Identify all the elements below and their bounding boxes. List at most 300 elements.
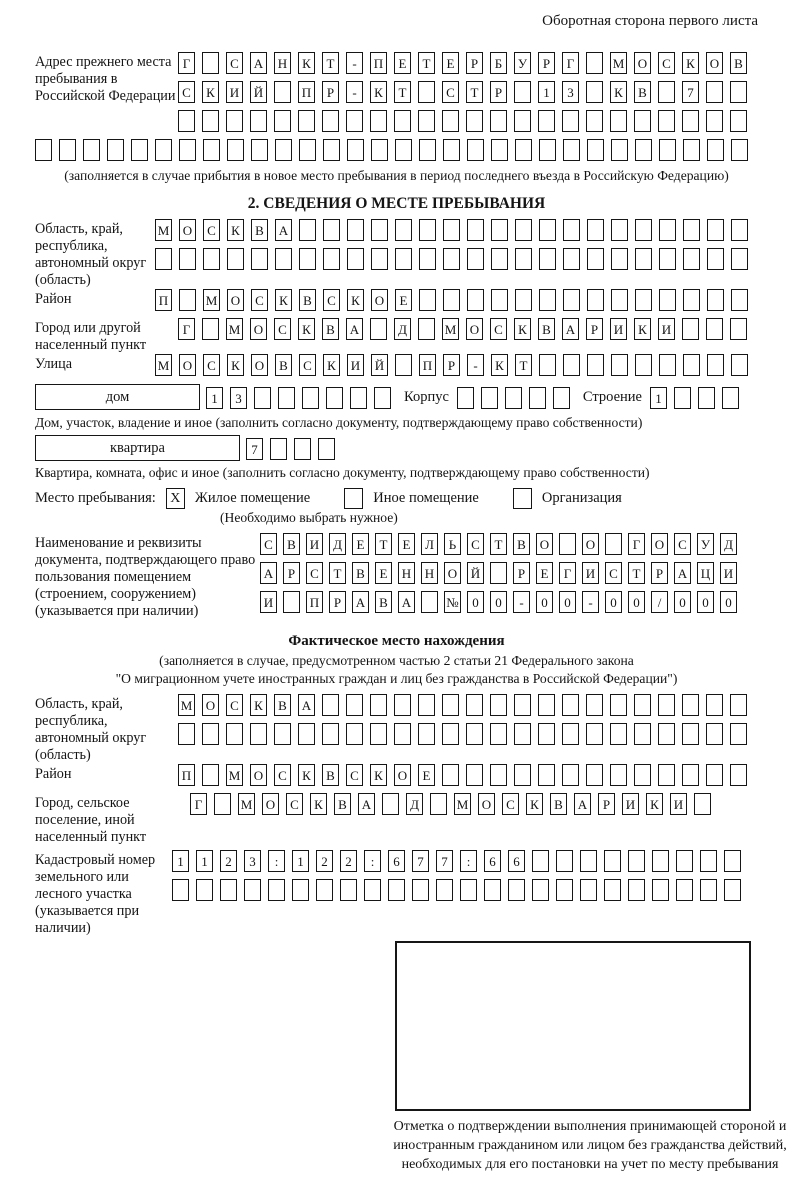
- form-cell: 7: [246, 438, 263, 460]
- apartment-row: [35, 435, 758, 461]
- form-cell: С: [203, 219, 220, 241]
- form-cell: С: [178, 81, 195, 103]
- prev-address-caption: (заполняется в случае прибытия в новое место пребывания в период последнего въезда в Российскую Федерацию): [64, 168, 729, 183]
- form-cell: С: [674, 533, 691, 555]
- form-cell: -: [582, 591, 599, 613]
- form-cell: К: [370, 764, 387, 786]
- form-cell: [634, 110, 651, 132]
- form-cell: [443, 219, 460, 241]
- form-cell: [467, 289, 484, 311]
- form-cell: С: [346, 764, 363, 786]
- form-cell: 1: [292, 850, 309, 872]
- form-cell: [539, 289, 556, 311]
- section2-region-label: Область, край, республика, автономный округ (область): [35, 221, 147, 288]
- form-cell: 0: [559, 591, 576, 613]
- form-cell: [59, 139, 76, 161]
- form-cell: [283, 591, 300, 613]
- form-cell: [587, 219, 604, 241]
- form-cell: М: [155, 219, 172, 241]
- form-cell: О: [371, 289, 388, 311]
- form-cell: А: [275, 219, 292, 241]
- form-cell: [514, 81, 531, 103]
- prev-address-row-3: [178, 110, 754, 132]
- form-cell: [700, 850, 717, 872]
- stay-type-label: Место пребывания:: [35, 490, 156, 506]
- form-cell: [683, 354, 700, 376]
- actual-region-row-2: [178, 723, 754, 745]
- form-cell: 7: [412, 850, 429, 872]
- form-cell: К: [227, 354, 244, 376]
- form-cell: Й: [250, 81, 267, 103]
- form-cell: [35, 139, 52, 161]
- form-cell: [539, 354, 556, 376]
- form-cell: [419, 248, 436, 270]
- stay-type-row: [35, 488, 758, 509]
- form-cell: Н: [274, 52, 291, 74]
- form-cell: [466, 694, 483, 716]
- form-cell: 0: [674, 591, 691, 613]
- form-cell: [299, 219, 316, 241]
- form-cell: В: [251, 219, 268, 241]
- form-cell: [508, 879, 525, 901]
- form-cell: [682, 723, 699, 745]
- form-cell: [658, 764, 675, 786]
- form-cell: [563, 219, 580, 241]
- korpus-label: Корпус: [404, 388, 449, 405]
- form-cell: [731, 248, 748, 270]
- form-cell: [292, 879, 309, 901]
- form-cell: [676, 850, 693, 872]
- form-cell: [706, 694, 723, 716]
- form-cell: [539, 248, 556, 270]
- form-cell: [634, 764, 651, 786]
- form-cell: 1: [172, 850, 189, 872]
- form-cell: [371, 139, 388, 161]
- form-cell: [226, 110, 243, 132]
- form-cell: [635, 248, 652, 270]
- form-cell: [442, 110, 459, 132]
- form-cell: [220, 879, 237, 901]
- form-cell: [244, 879, 261, 901]
- form-cell: [430, 793, 447, 815]
- form-cell: 1: [650, 387, 667, 409]
- form-cell: [202, 52, 219, 74]
- form-cell: [730, 318, 747, 340]
- form-cell: Е: [442, 52, 459, 74]
- form-cell: [299, 139, 316, 161]
- form-cell: К: [370, 81, 387, 103]
- form-cell: [318, 438, 335, 460]
- form-cell: [374, 387, 391, 409]
- form-cell: Р: [651, 562, 668, 584]
- form-cell: [698, 387, 715, 409]
- form-cell: [604, 850, 621, 872]
- form-cell: М: [226, 318, 243, 340]
- form-cell: [302, 387, 319, 409]
- form-cell: [659, 139, 676, 161]
- form-cell: К: [298, 52, 315, 74]
- form-cell: П: [178, 764, 195, 786]
- form-cell: [532, 850, 549, 872]
- cadastral-cells: [172, 850, 748, 901]
- form-cell: [611, 139, 628, 161]
- form-cell: [481, 387, 498, 409]
- form-cell: 0: [605, 591, 622, 613]
- form-cell: [658, 694, 675, 716]
- form-cell: 7: [682, 81, 699, 103]
- form-cell: [491, 219, 508, 241]
- form-cell: Т: [628, 562, 645, 584]
- form-cell: И: [720, 562, 737, 584]
- form-cell: [443, 139, 460, 161]
- prev-address-row-2: [178, 81, 754, 103]
- form-cell: -: [467, 354, 484, 376]
- form-cell: [731, 289, 748, 311]
- form-cell: [326, 387, 343, 409]
- form-cell: [370, 318, 387, 340]
- form-cell: [707, 248, 724, 270]
- form-cell: 3: [562, 81, 579, 103]
- form-cell: В: [275, 354, 292, 376]
- form-cell: О: [706, 52, 723, 74]
- form-cell: [514, 764, 531, 786]
- form-cell: Т: [329, 562, 346, 584]
- form-cell: [274, 110, 291, 132]
- form-cell: О: [179, 219, 196, 241]
- form-cell: В: [322, 318, 339, 340]
- section2-district-row: [155, 289, 755, 311]
- form-cell: [562, 723, 579, 745]
- cadastral-row-1: [172, 850, 748, 872]
- form-cell: Е: [536, 562, 553, 584]
- form-cell: [466, 110, 483, 132]
- form-cell: [683, 139, 700, 161]
- form-cell: [605, 533, 622, 555]
- form-cell: [227, 248, 244, 270]
- form-cell: 7: [436, 850, 453, 872]
- form-cell: [350, 387, 367, 409]
- form-cell: [490, 562, 507, 584]
- form-cell: :: [460, 850, 477, 872]
- section2-region-row-1: [155, 219, 755, 241]
- form-cell: О: [466, 318, 483, 340]
- form-cell: [442, 764, 459, 786]
- form-cell: [251, 248, 268, 270]
- form-cell: [346, 110, 363, 132]
- form-cell: [580, 850, 597, 872]
- form-cell: П: [370, 52, 387, 74]
- document-block: [35, 533, 758, 620]
- form-cell: [706, 110, 723, 132]
- form-cell: [563, 139, 580, 161]
- form-cell: [539, 219, 556, 241]
- form-cell: [436, 879, 453, 901]
- form-cell: П: [419, 354, 436, 376]
- form-cell: [418, 318, 435, 340]
- form-cell: С: [306, 562, 323, 584]
- stroenie-cells: [650, 387, 746, 409]
- form-cell: 2: [220, 850, 237, 872]
- form-cell: [587, 289, 604, 311]
- form-cell: [270, 438, 287, 460]
- form-cell: 2: [316, 850, 333, 872]
- form-cell: К: [514, 318, 531, 340]
- form-cell: [178, 723, 195, 745]
- form-cell: [491, 139, 508, 161]
- form-cell: Д: [406, 793, 423, 815]
- form-cell: [172, 879, 189, 901]
- form-cell: М: [442, 318, 459, 340]
- document-cells: [260, 533, 743, 613]
- form-cell: 3: [244, 850, 261, 872]
- document-row-3: [260, 591, 743, 613]
- form-cell: [226, 723, 243, 745]
- form-cell: [514, 723, 531, 745]
- form-cell: Р: [598, 793, 615, 815]
- form-cell: [538, 764, 555, 786]
- form-cell: [395, 354, 412, 376]
- form-cell: А: [562, 318, 579, 340]
- form-cell: [556, 879, 573, 901]
- form-cell: В: [283, 533, 300, 555]
- actual-location-title: Фактическое место нахождения: [288, 633, 505, 649]
- form-cell: И: [670, 793, 687, 815]
- form-cell: [659, 219, 676, 241]
- form-cell: О: [202, 694, 219, 716]
- form-cell: [674, 387, 691, 409]
- form-cell: П: [298, 81, 315, 103]
- confirmation-stamp-box: [395, 941, 751, 1111]
- form-cell: [586, 81, 603, 103]
- form-cell: [562, 110, 579, 132]
- form-cell: С: [442, 81, 459, 103]
- form-cell: Г: [559, 562, 576, 584]
- form-cell: Е: [375, 562, 392, 584]
- form-cell: [316, 879, 333, 901]
- form-cell: С: [299, 354, 316, 376]
- form-cell: [419, 219, 436, 241]
- form-cell: [155, 139, 172, 161]
- prev-address-cells: [178, 52, 754, 132]
- form-cell: К: [682, 52, 699, 74]
- form-cell: [658, 723, 675, 745]
- form-cell: [490, 694, 507, 716]
- form-cell: [658, 81, 675, 103]
- form-cell: К: [275, 289, 292, 311]
- form-cell: 1: [206, 387, 223, 409]
- form-cell: 0: [536, 591, 553, 613]
- form-cell: [730, 723, 747, 745]
- form-cell: [538, 723, 555, 745]
- form-cell: [611, 219, 628, 241]
- form-cell: К: [347, 289, 364, 311]
- form-cell: [131, 139, 148, 161]
- form-cell: Д: [329, 533, 346, 555]
- form-cell: О: [227, 289, 244, 311]
- form-cell: [515, 139, 532, 161]
- form-cell: [580, 879, 597, 901]
- form-cell: С: [467, 533, 484, 555]
- prev-address-label: Адрес прежнего места пребывания в Российской Федерации: [35, 54, 176, 104]
- form-cell: О: [250, 764, 267, 786]
- form-cell: В: [538, 318, 555, 340]
- form-cell: [682, 694, 699, 716]
- form-cell: Р: [466, 52, 483, 74]
- form-cell: [659, 248, 676, 270]
- actual-city-row: [190, 793, 718, 815]
- form-cell: 1: [196, 850, 213, 872]
- form-cell: [370, 694, 387, 716]
- form-cell: [730, 694, 747, 716]
- form-cell: [370, 723, 387, 745]
- form-cell: [706, 764, 723, 786]
- form-cell: [274, 81, 291, 103]
- form-cell: [202, 764, 219, 786]
- form-cell: [382, 793, 399, 815]
- form-cell: 0: [628, 591, 645, 613]
- form-cell: И: [347, 354, 364, 376]
- actual-region-block: [35, 694, 758, 764]
- form-cell: Н: [421, 562, 438, 584]
- form-cell: П: [306, 591, 323, 613]
- form-cell: [562, 694, 579, 716]
- form-cell: О: [582, 533, 599, 555]
- form-cell: [107, 139, 124, 161]
- form-cell: И: [306, 533, 323, 555]
- form-cell: Е: [418, 764, 435, 786]
- form-cell: [683, 248, 700, 270]
- form-cell: 0: [720, 591, 737, 613]
- form-cell: Ц: [697, 562, 714, 584]
- form-cell: [275, 248, 292, 270]
- form-cell: М: [454, 793, 471, 815]
- form-cell: Т: [490, 533, 507, 555]
- form-cell: [412, 879, 429, 901]
- form-cell: Т: [466, 81, 483, 103]
- form-cell: [652, 850, 669, 872]
- form-cell: И: [622, 793, 639, 815]
- section2-region-block: [35, 219, 758, 289]
- form-cell: С: [605, 562, 622, 584]
- form-cell: /: [651, 591, 668, 613]
- section2-city-block: [35, 318, 758, 354]
- form-cell: И: [260, 591, 277, 613]
- form-cell: [250, 723, 267, 745]
- checkbox-residential: X: [166, 488, 185, 509]
- form-cell: [418, 723, 435, 745]
- form-cell: [467, 139, 484, 161]
- form-cell: [707, 139, 724, 161]
- form-cell: [395, 219, 412, 241]
- prev-address-row-1: [178, 52, 754, 74]
- form-cell: С: [251, 289, 268, 311]
- form-cell: [730, 764, 747, 786]
- form-cell: 6: [484, 850, 501, 872]
- form-cell: [347, 219, 364, 241]
- actual-city-block: [35, 793, 758, 846]
- form-cell: [553, 387, 570, 409]
- form-cell: [346, 723, 363, 745]
- form-cell: [347, 139, 364, 161]
- form-cell: Р: [322, 81, 339, 103]
- form-cell: В: [634, 81, 651, 103]
- form-cell: [706, 318, 723, 340]
- form-cell: К: [227, 219, 244, 241]
- form-cell: Л: [421, 533, 438, 555]
- form-cell: И: [226, 81, 243, 103]
- form-cell: У: [697, 533, 714, 555]
- form-cell: [659, 289, 676, 311]
- form-cell: [563, 248, 580, 270]
- form-cell: 3: [230, 387, 247, 409]
- house-caption: Дом, участок, владение и иное (заполнить согласно документу, подтверждающему право собственности): [35, 415, 643, 430]
- form-cell: И: [658, 318, 675, 340]
- form-cell: [731, 139, 748, 161]
- form-cell: [340, 879, 357, 901]
- form-cell: [587, 139, 604, 161]
- house-number-cells: [206, 387, 398, 409]
- form-cell: С: [274, 318, 291, 340]
- form-cell: [178, 110, 195, 132]
- form-cell: [707, 354, 724, 376]
- form-cell: [227, 139, 244, 161]
- apartment-box-label: квартира: [35, 435, 240, 461]
- form-cell: [706, 81, 723, 103]
- form-cell: [179, 289, 196, 311]
- form-cell: [298, 110, 315, 132]
- form-cell: [682, 764, 699, 786]
- form-cell: [274, 723, 291, 745]
- actual-district-label: Район: [35, 766, 72, 782]
- form-cell: [563, 289, 580, 311]
- form-cell: [683, 289, 700, 311]
- form-cell: [418, 81, 435, 103]
- form-cell: [203, 248, 220, 270]
- form-cell: [707, 219, 724, 241]
- form-cell: О: [478, 793, 495, 815]
- form-cell: Т: [418, 52, 435, 74]
- form-cell: [250, 110, 267, 132]
- form-cell: [418, 694, 435, 716]
- form-cell: Р: [443, 354, 460, 376]
- form-cell: [346, 694, 363, 716]
- cadastral-label: Кадастровый номер земельного или лесного участка (указывается при наличии): [35, 852, 156, 936]
- form-cell: 6: [388, 850, 405, 872]
- form-cell: [370, 110, 387, 132]
- confirmation-stamp-caption: Отметка о подтверждении выполнения принимающей стороной и иностранным гражданином или лицом без гражданства действий, необходимых для его постановки на учет по месту пребывания: [393, 1119, 787, 1172]
- form-cell: [490, 723, 507, 745]
- option-residential-label: Жилое помещение: [194, 490, 311, 506]
- form-cell: Р: [513, 562, 530, 584]
- form-cell: Б: [490, 52, 507, 74]
- form-cell: [610, 764, 627, 786]
- form-cell: О: [444, 562, 461, 584]
- form-cell: А: [574, 793, 591, 815]
- form-cell: [587, 248, 604, 270]
- form-cell: [490, 110, 507, 132]
- form-cell: [707, 289, 724, 311]
- form-cell: [586, 110, 603, 132]
- form-cell: [155, 248, 172, 270]
- form-cell: [532, 879, 549, 901]
- form-cell: [586, 694, 603, 716]
- actual-region-label: Область, край, республика, автономный округ (область): [35, 696, 147, 763]
- form-cell: [491, 289, 508, 311]
- form-cell: [275, 139, 292, 161]
- form-cell: У: [514, 52, 531, 74]
- form-cell: А: [250, 52, 267, 74]
- apartment-cells: [246, 438, 342, 460]
